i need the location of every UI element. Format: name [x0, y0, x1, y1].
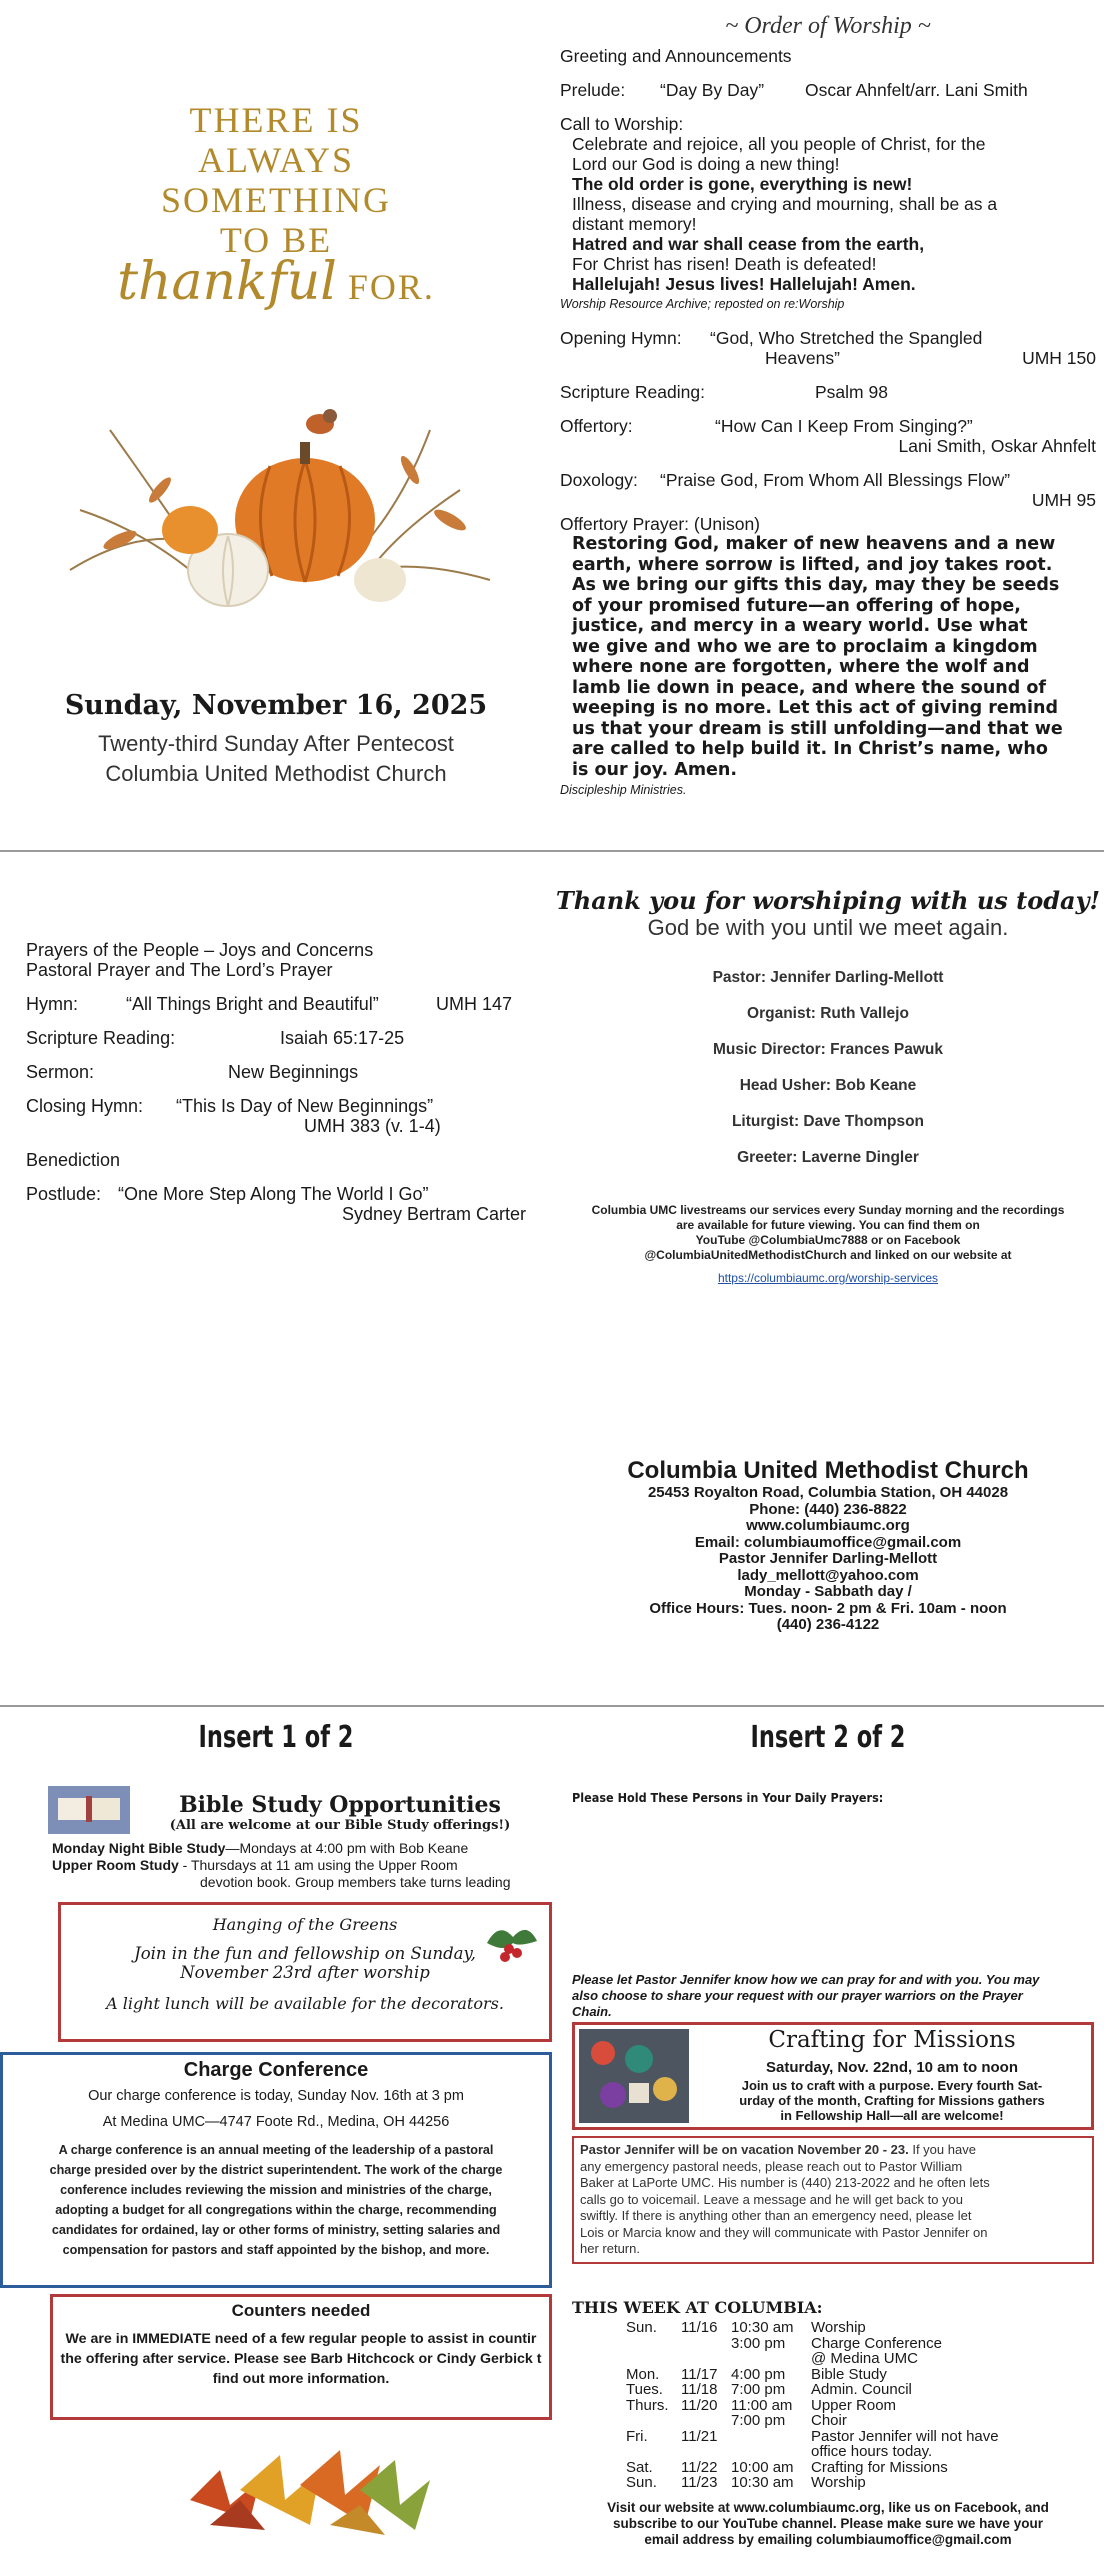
greens-line-2: November 23rd after worship [180, 1963, 430, 1982]
sermon-label: Sermon: [26, 1062, 95, 1082]
offertory-prayer-line: As we bring our gifts this day, may they be seeds [572, 575, 1060, 595]
vacation-text [574, 2138, 1092, 2262]
week-event: Worship [811, 2319, 866, 2336]
week-day [626, 2336, 681, 2352]
cover-panel [0, 0, 552, 850]
opening-hymn-number: UMH 150 [1022, 348, 1096, 368]
livestream-line: Columbia UMC livestreams our services every Sunday morning and the recordings [591, 1203, 1065, 1217]
offertory-prayer-line: lamb lie down in peace, and where the sound of [572, 677, 1046, 698]
vacation-line: calls go to voicemail. Leave a message and he will get back to you [580, 2191, 963, 2207]
prayer-request-note [572, 1972, 1097, 2020]
pastoral-prayer-item: Pastoral Prayer and The Lord’s Prayer [26, 960, 333, 980]
hymn-title: “All Things Bright and Beautiful” [126, 994, 379, 1014]
holly-icon [479, 1913, 543, 1977]
prayer-request-line: also choose to share your request with our prayer warriors on the Prayer [572, 1988, 1023, 2003]
postlude-title: “One More Step Along The World I Go” [118, 1184, 429, 1204]
scripture-label: Scripture Reading: [560, 382, 705, 402]
crafting-title: Crafting for Missions [768, 2027, 1016, 2053]
hymn-item [26, 994, 526, 1014]
headline-thankful: thankful [117, 252, 337, 312]
postlude-composer: Sydney Bertram Carter [341, 1204, 526, 1224]
vacation-line: Lois or Marcia know and they will communicate with Pastor Jennifer on [580, 2224, 988, 2240]
this-week-schedule [626, 2320, 1086, 2491]
headline-for: FOR. [347, 267, 435, 307]
staff-member: Music Director: Frances Pawuk [713, 1041, 943, 1058]
offertory-label: Offertory: [560, 416, 633, 436]
offertory-prayer-line: earth, where sorrow is lifted, and joy takes root. [572, 554, 1053, 575]
charge-description-line: charge presided over by the district superintendent. The work of the charge [49, 2163, 503, 2177]
order-of-worship-title: ~ Order of Worship ~ [725, 13, 931, 39]
service-date: Sunday, November 16, 2025 [64, 690, 488, 721]
livestream-line: @ColumbiaUnitedMethodistChurch and linked on our website at [644, 1248, 1012, 1262]
hymn-label: Hymn: [26, 994, 79, 1014]
opening-hymn-line-2 [560, 348, 1096, 368]
schedule-row [626, 2320, 1086, 2336]
vacation-bold-lead: Pastor Jennifer will be on vacation November 20 - 23. [580, 2142, 909, 2157]
headline-line-5 [0, 252, 552, 312]
charge-line-2: At Medina UMC—4747 Foote Rd., Medina, OH 44256 [102, 2114, 450, 2130]
week-day: Sun. [626, 2319, 657, 2336]
week-day: Sat. [626, 2458, 653, 2476]
staff-member: Pastor: Jennifer Darling-Mellott [712, 969, 944, 986]
week-date: 11/21 [681, 2427, 718, 2445]
week-day: Fri. [626, 2427, 648, 2445]
insert-2-title: Insert 2 of 2 [750, 1720, 906, 1755]
charge-description-line: A charge conference is an annual meeting of the leadership of a pastoral [58, 2143, 494, 2157]
order-of-worship-panel [552, 0, 1104, 850]
prelude-composer: Oscar Ahnfelt/arr. Lani Smith [805, 80, 1028, 100]
call-to-worship-line: distant memory! [572, 214, 697, 234]
schedule-row [626, 2398, 1086, 2414]
insert-2-panel [552, 1700, 1104, 2560]
week-date [681, 2444, 731, 2460]
hymn-number: UMH 147 [436, 994, 513, 1014]
call-to-worship-line: Celebrate and rejoice, all you people of Christ, for the [572, 134, 986, 154]
closing-hymn-title: “This Is Day of New Beginnings” [176, 1096, 434, 1116]
opening-hymn-label: Opening Hymn: [560, 328, 682, 348]
crafting-line: Join us to craft with a purpose. Every fourth Sat- [741, 2078, 1043, 2093]
week-time [731, 2444, 811, 2460]
week-day: Thurs. [626, 2396, 669, 2414]
schedule-row [626, 2367, 1086, 2383]
charge-description-line: conference includes reviewing the mission and ministries of the charge, [60, 2183, 492, 2197]
staff-member: Greeter: Laverne Dingler [737, 1149, 919, 1166]
week-date [681, 2336, 731, 2352]
counters-text [53, 2329, 549, 2389]
opening-hymn-title-2: Heavens” [765, 348, 840, 368]
contact-line: Pastor Jennifer Darling-Mellott [718, 1550, 938, 1567]
charge-title: Charge Conference [183, 2059, 369, 2081]
offertory-item [560, 416, 1096, 436]
scripture-reference: Psalm 98 [815, 382, 888, 402]
insert-1-title: Insert 1 of 2 [198, 1720, 354, 1755]
greens-title: Hanging of the Greens [212, 1915, 398, 1934]
pumpkin-illustration [50, 370, 510, 630]
charge-conference-box [0, 2052, 552, 2288]
week-date: 11/18 [681, 2381, 718, 2398]
crafting-line: urday of the month, Crafting for Missions gathers [739, 2093, 1045, 2108]
benediction-item: Benediction [26, 1150, 121, 1170]
crafting-box [572, 2022, 1094, 2130]
offertory-composer: Lani Smith, Oskar Ahnfelt [898, 436, 1096, 456]
contact-line: Phone: (440) 236-8822 [749, 1500, 907, 1518]
crafting-line: in Fellowship Hall—all are welcome! [780, 2108, 1004, 2123]
thank-you-heading: Thank you for worshiping with us today! [555, 886, 1101, 915]
week-time: 10:00 am [731, 2458, 794, 2476]
vacation-line: Baker at LaPorte UMC. His number is (440) 213-2022 and he often lets [580, 2175, 990, 2190]
autumn-leaves-image [170, 2430, 450, 2540]
hanging-greens-box [58, 1902, 552, 2042]
schedule-row [626, 2351, 1086, 2367]
livestream-line: are available for future viewing. You can find them on [676, 1218, 980, 1232]
prayer-request-line: Chain. [572, 2004, 612, 2019]
insert-1-panel [0, 1700, 552, 2560]
sermon-item [26, 1062, 526, 1082]
week-event: Crafting for Missions [811, 2458, 948, 2476]
postlude-label: Postlude: [26, 1184, 102, 1204]
contact-line: 25453 Royalton Road, Columbia Station, OH 44028 [647, 1484, 1009, 1501]
offertory-prayer-label: Offertory Prayer: (Unison) [560, 514, 761, 534]
vacation-line: If you have [908, 2142, 976, 2157]
call-to-worship-line: The old order is gone, everything is new! [572, 174, 913, 194]
offertory-prayer-source: Discipleship Ministries. [560, 783, 687, 797]
week-date: 11/23 [681, 2474, 718, 2491]
blessing-line: God be with you until we meet again. [647, 915, 1009, 940]
sermon-title: New Beginnings [228, 1062, 359, 1082]
charge-description-line: adopting a budget for all congregations within the charge, recommending [55, 2203, 497, 2217]
charge-description [3, 2140, 549, 2260]
contact-line: www.columbiaumc.org [746, 1517, 910, 1534]
counters-box [50, 2294, 552, 2420]
bible-study-subtitle: (All are welcome at our Bible Study offerings!) [169, 1818, 511, 1833]
scripture-item [560, 382, 1096, 402]
closing-hymn-item [26, 1096, 526, 1116]
this-week-title: THIS WEEK AT COLUMBIA: [572, 2298, 823, 2317]
week-date [681, 2413, 731, 2429]
scripture2-item [26, 1028, 526, 1048]
week-event: Admin. Council [811, 2381, 912, 2398]
week-event: Bible Study [811, 2365, 887, 2383]
doxology-number: UMH 95 [1031, 490, 1096, 510]
week-day: Sun. [626, 2474, 657, 2491]
week-event: Pastor Jennifer will not have [811, 2427, 999, 2445]
offertory-prayer-line: of your promised future—an offering of hope, [572, 595, 1021, 616]
week-date: 11/22 [681, 2458, 718, 2476]
week-time: 7:00 pm [731, 2412, 786, 2429]
schedule-row [626, 2429, 1086, 2445]
headline-line-4: TO BE [219, 220, 333, 260]
week-event: Choir [811, 2412, 847, 2429]
week-event: Worship [811, 2474, 866, 2491]
week-date: 11/16 [681, 2319, 718, 2336]
call-to-worship-source: Worship Resource Archive; reposted on re:Worship [560, 297, 845, 311]
cover-footer [0, 690, 552, 787]
visit-website-note [552, 2500, 1104, 2548]
week-day [626, 2351, 681, 2367]
week-time: 3:00 pm [731, 2334, 786, 2352]
contact-line: Monday - Sabbath day / [744, 1583, 912, 1600]
church-contact [552, 1485, 1104, 1634]
schedule-row [626, 2460, 1086, 2476]
headline-line-3: SOMETHING [161, 180, 391, 220]
postlude-item [26, 1184, 526, 1204]
closing-hymn-number: UMH 383 (v. 1-4) [304, 1116, 441, 1136]
monday-study-text: —Mondays at 4:00 pm with Bob Keane [225, 1840, 469, 1856]
monday-study-label: Monday Night Bible Study [52, 1840, 226, 1856]
offertory-prayer-line: is our joy. Amen. [572, 759, 738, 780]
contact-line: Office Hours: Tues. noon- 2 pm & Fri. 10am - noon [649, 1599, 1007, 1617]
week-date: 11/17 [681, 2365, 718, 2383]
call-to-worship-line: For Christ has risen! Death is defeated! [572, 254, 877, 274]
week-date [681, 2351, 731, 2367]
week-day: Mon. [626, 2365, 660, 2383]
offertory-prayer-text [560, 534, 1096, 780]
crafting-date: Saturday, Nov. 22nd, 10 am to noon [766, 2059, 1018, 2076]
doxology-title: “Praise God, From Whom All Blessings Flow” [660, 470, 1011, 490]
cover-church-name: Columbia United Methodist Church [105, 761, 447, 786]
prelude-title: “Day By Day” [660, 80, 765, 100]
order-continued-panel [0, 860, 552, 1690]
counters-line: find out more information. [212, 2371, 390, 2387]
staff-member: Liturgist: Dave Thompson [731, 1113, 925, 1130]
upper-room-text-2: devotion book. Group members take turns leading [200, 1874, 511, 1890]
week-time [731, 2429, 811, 2445]
offertory-prayer-line: where none are forgotten, where the wolf and [572, 657, 1030, 677]
greens-line-1: Join in the fun and fellowship on Sunday, [134, 1944, 476, 1963]
week-date: 11/20 [681, 2396, 718, 2414]
week-time: 7:00 pm [731, 2381, 786, 2398]
doxology-label: Doxology: [560, 470, 638, 490]
fold-divider-1 [0, 850, 1104, 852]
visit-line: Visit our website at www.columbiaumc.org, like us on Facebook, and [607, 2500, 1049, 2515]
schedule-row [626, 2444, 1086, 2460]
week-event: Charge Conference [811, 2334, 942, 2352]
staff-member: Organist: Ruth Vallejo [747, 1005, 909, 1022]
offertory-prayer-line: weeping is no more. Let this act of giving remind [572, 698, 1058, 718]
visit-line: email address by emailing columbiaumoffice@gmail.com [644, 2532, 1012, 2547]
counters-line: the offering after service. Please see Barb Hitchcock or Cindy Gerbick t [60, 2351, 542, 2367]
cover-headline [0, 100, 552, 312]
bible-study-list [52, 1840, 552, 1891]
worship-services-link[interactable]: https://columbiaumc.org/worship-services [717, 1271, 939, 1285]
schedule-row [626, 2413, 1086, 2429]
counters-title: Counters needed [231, 2301, 371, 2320]
staff-list [552, 969, 1104, 1167]
livestream-line: YouTube @ColumbiaUmc7888 or on Facebook [695, 1233, 961, 1247]
week-day [626, 2413, 681, 2429]
greeting-item: Greeting and Announcements [560, 46, 792, 66]
prayer-list-heading: Please Hold These Persons in Your Daily Prayers: [572, 1790, 884, 1805]
opening-hymn-item [560, 328, 1096, 348]
call-to-worship-line: Hatred and war shall cease from the earth, [572, 234, 925, 254]
headline-line-2: ALWAYS [197, 140, 355, 180]
offertory-prayer-line: are called to help build it. In Christ’s name, who [572, 739, 1048, 759]
vacation-line: any emergency pastoral needs, please reach out to Pastor William [580, 2158, 963, 2174]
prelude-item [560, 80, 1096, 100]
scripture2-label: Scripture Reading: [26, 1028, 176, 1048]
charge-line-1: Our charge conference is today, Sunday Nov. 16th at 3 pm [88, 2088, 464, 2104]
crafting-image [579, 2029, 689, 2123]
offertory-prayer-line: us that your dream is still unfolding—and that we [572, 718, 1063, 739]
offertory-title: “How Can I Keep From Singing?” [715, 416, 973, 436]
schedule-row [626, 2475, 1086, 2491]
bible-image [48, 1786, 130, 1834]
offertory-prayer-line: Restoring God, maker of new heavens and a new [572, 534, 1056, 554]
scripture2-reference: Isaiah 65:17-25 [280, 1028, 405, 1048]
prelude-label: Prelude: [560, 80, 626, 100]
week-time: 10:30 am [731, 2474, 794, 2491]
contact-line: (440) 236-4122 [776, 1616, 880, 1633]
liturgical-sunday: Twenty-third Sunday After Pentecost [98, 731, 454, 756]
headline-line-1: THERE IS [189, 100, 363, 140]
closing-hymn-label: Closing Hymn: [26, 1096, 144, 1116]
schedule-row [626, 2382, 1086, 2398]
week-time [731, 2351, 811, 2367]
charge-description-line: compensation for pastors and staff appointed by the bishop, and more. [62, 2243, 490, 2257]
church-name-title: Columbia United Methodist Church [627, 1457, 1029, 1484]
offertory-prayer-line: justice, and mercy in a weary world. Use what [572, 616, 1028, 636]
prayers-item: Prayers of the People – Joys and Concerns [26, 940, 374, 960]
visit-line: subscribe to our YouTube channel. Please make sure we have your [613, 2516, 1043, 2531]
week-time: 11:00 am [731, 2396, 793, 2414]
doxology-item [560, 470, 1096, 490]
week-event: Upper Room [811, 2396, 897, 2414]
contact-line: Email: columbiaumoffice@gmail.com [694, 1533, 962, 1551]
upper-room-label: Upper Room Study [52, 1857, 179, 1873]
back-cover-panel [552, 860, 1104, 1690]
livestream-note [552, 1203, 1104, 1263]
schedule-row [626, 2336, 1086, 2352]
offertory-prayer-line: we give and who we are to proclaim a kingdom [572, 636, 1038, 657]
week-time: 10:30 am [731, 2319, 794, 2336]
call-to-worship-label: Call to Worship: [560, 114, 684, 134]
call-to-worship-text [560, 134, 1096, 294]
vacation-box [572, 2136, 1094, 2264]
call-to-worship-line: Illness, disease and crying and mourning, shall be as a [572, 194, 998, 214]
call-to-worship-line: Lord our God is doing a new thing! [572, 154, 840, 174]
opening-hymn-title-1: “God, Who Stretched the Spangled [710, 328, 983, 348]
prayer-request-line: Please let Pastor Jennifer know how we can pray for and with you. You may [572, 1972, 1040, 1987]
week-day: Tues. [626, 2381, 663, 2398]
bible-study-title: Bible Study Opportunities [179, 1792, 501, 1818]
staff-member: Head Usher: Bob Keane [739, 1077, 917, 1094]
week-event: office hours today. [811, 2443, 933, 2460]
contact-line: lady_mellott@yahoo.com [737, 1566, 919, 1584]
vacation-line: her return. [580, 2241, 640, 2256]
call-to-worship-line: Hallelujah! Jesus lives! Hallelujah! Amen. [572, 274, 916, 294]
week-day [626, 2444, 681, 2460]
vacation-line: swiftly. If there is anything other than an emergency need, please let [580, 2208, 972, 2223]
counters-line: We are in IMMEDIATE need of a few regular people to assist in countir [65, 2331, 537, 2347]
week-event: @ Medina UMC [811, 2350, 918, 2367]
week-time: 4:00 pm [731, 2365, 786, 2383]
charge-description-line: candidates for ordained, lay or other forms of ministry, setting salaries and [51, 2223, 501, 2237]
upper-room-text: - Thursdays at 11 am using the Upper Room [178, 1857, 458, 1873]
crafting-text [693, 2078, 1091, 2123]
greens-line-3: A light lunch will be available for the decorators. [106, 1994, 504, 2013]
